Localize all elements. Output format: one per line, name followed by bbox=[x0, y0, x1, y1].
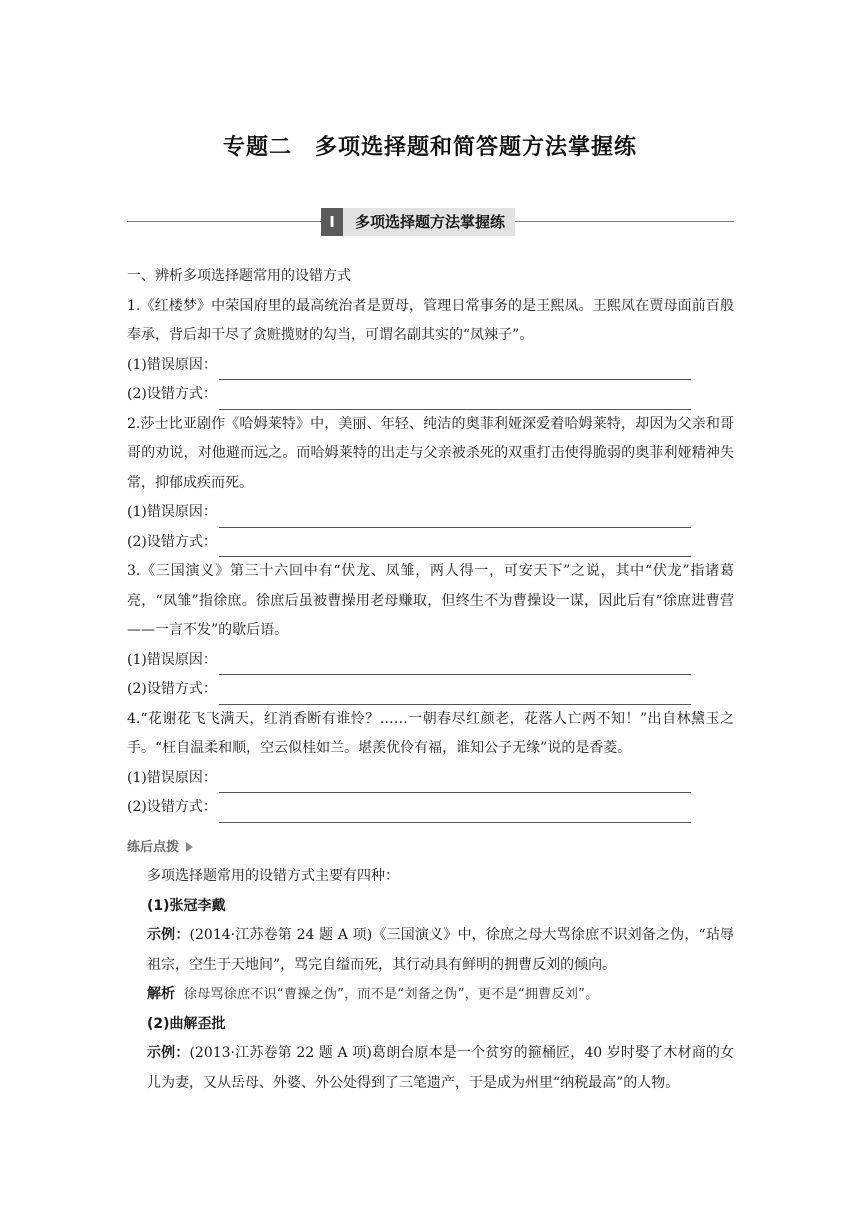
question-2-reason bbox=[127, 498, 734, 528]
section-header bbox=[127, 208, 734, 236]
question-4-reason bbox=[127, 764, 734, 794]
question-1-method bbox=[127, 380, 734, 410]
question-4-text: 4.“花谢花飞飞满天，红消香断有谁怜？……一朝春尽红颜老，花落人亡两不知！”出自林黛玉之手。“枉自温柔和顺，空云似桂如兰。堪羡优伶有福，谁知公子无缘”说的是香菱。 bbox=[127, 710, 734, 756]
reason-label: (1)错误原因： bbox=[127, 504, 217, 520]
question-3-reason bbox=[127, 646, 734, 676]
play-arrow-icon bbox=[186, 842, 193, 852]
example-label: 示例： bbox=[147, 927, 190, 943]
question-1-text: 1.《红楼梦》中荣国府里的最高统治者是贾母，管理日常事务的是王熙凤。王熙凤在贾母面前百般奉承，背后却干尽了贪赃揽财的勾当，可谓名副其实的“凤辣子”。 bbox=[127, 297, 734, 343]
answer-blank[interactable] bbox=[219, 509, 691, 528]
answer-blank[interactable] bbox=[219, 361, 691, 380]
section-number: I bbox=[321, 208, 343, 236]
method-label: (2)设错方式： bbox=[127, 386, 217, 402]
method-2-example bbox=[127, 1039, 734, 1098]
answer-blank[interactable] bbox=[219, 656, 691, 675]
reason-label: (1)错误原因： bbox=[127, 651, 217, 668]
page-title: 专题二 多项选择题和简答题方法掌握练 bbox=[222, 135, 637, 160]
section-label: 多项选择题方法掌握练 bbox=[343, 208, 515, 236]
answer-blank[interactable] bbox=[219, 391, 691, 410]
question-4-method bbox=[127, 793, 734, 823]
reason-label: (1)错误原因： bbox=[127, 769, 217, 786]
example-text: (2014·江苏卷第 24 题 A 项)《三国演义》中，徐庶之母大骂徐庶不识刘备之伪，“玷辱祖宗，空生于天地间”，骂完自缢而死，其行动具有鲜明的拥曹反刘的倾向。 bbox=[147, 927, 735, 973]
tips-intro: 多项选择题常用的设错方式主要有四种： bbox=[147, 868, 399, 884]
method-label: (2)设错方式： bbox=[127, 533, 217, 550]
method-1-title: (1)张冠李戴 bbox=[147, 897, 226, 914]
answer-blank[interactable] bbox=[219, 686, 691, 705]
question-1-reason bbox=[127, 351, 734, 381]
method-1-analysis bbox=[127, 980, 734, 1010]
question-3-text: 3.《三国演义》第三十六回中有“伏龙、凤雏，两人得一，可安天下”之说，其中“伏龙”指诸葛亮，“凤雏”指徐庶。徐庶后虽被曹操用老母赚取，但终生不为曹操设一谋，因此后有“徐庶进曹营——一言不发”的歇后语。 bbox=[127, 563, 734, 638]
question-2-text: 2.莎士比亚剧作《哈姆莱特》中，美丽、年轻、纯洁的奥菲利娅深爱着哈姆莱特，却因为父亲和哥哥的劝说，对他避而远之。而哈姆莱特的出走与父亲被杀死的双重打击使得脆弱的奥菲利娅精神失常，抑郁成疾而死。 bbox=[127, 415, 734, 491]
question-2-method bbox=[127, 528, 734, 558]
method-label: (2)设错方式： bbox=[127, 681, 217, 697]
answer-blank[interactable] bbox=[219, 538, 691, 557]
tips-heading-label: 练后点拨 bbox=[127, 839, 180, 855]
answer-blank[interactable] bbox=[219, 804, 691, 823]
main-content bbox=[127, 262, 734, 1098]
heading-1: 一、辨析多项选择题常用的设错方式 bbox=[127, 268, 351, 284]
analysis-text: 徐母骂徐庶不识“曹操之伪”，而不是“刘备之伪”，更不是“拥曹反刘”。 bbox=[183, 987, 599, 1002]
answer-blank[interactable] bbox=[219, 774, 691, 793]
method-2-title: (2)曲解歪批 bbox=[147, 1015, 226, 1032]
method-label: (2)设错方式： bbox=[127, 799, 217, 815]
example-label: 示例： bbox=[147, 1045, 190, 1061]
analysis-label: 解析 bbox=[147, 986, 175, 1002]
question-3-method bbox=[127, 675, 734, 705]
method-1-example bbox=[127, 921, 734, 980]
reason-label: (1)错误原因： bbox=[127, 356, 217, 373]
example-text: (2013·江苏卷第 22 题 A 项)葛朗台原本是一个贫穷的箍桶匠，40 岁时娶了木材商的女儿为妻，又从岳母、外婆、外公处得到了三笔遗产，于是成为州里“纳税最高”的人物。 bbox=[147, 1045, 734, 1091]
tips-heading bbox=[127, 833, 734, 863]
